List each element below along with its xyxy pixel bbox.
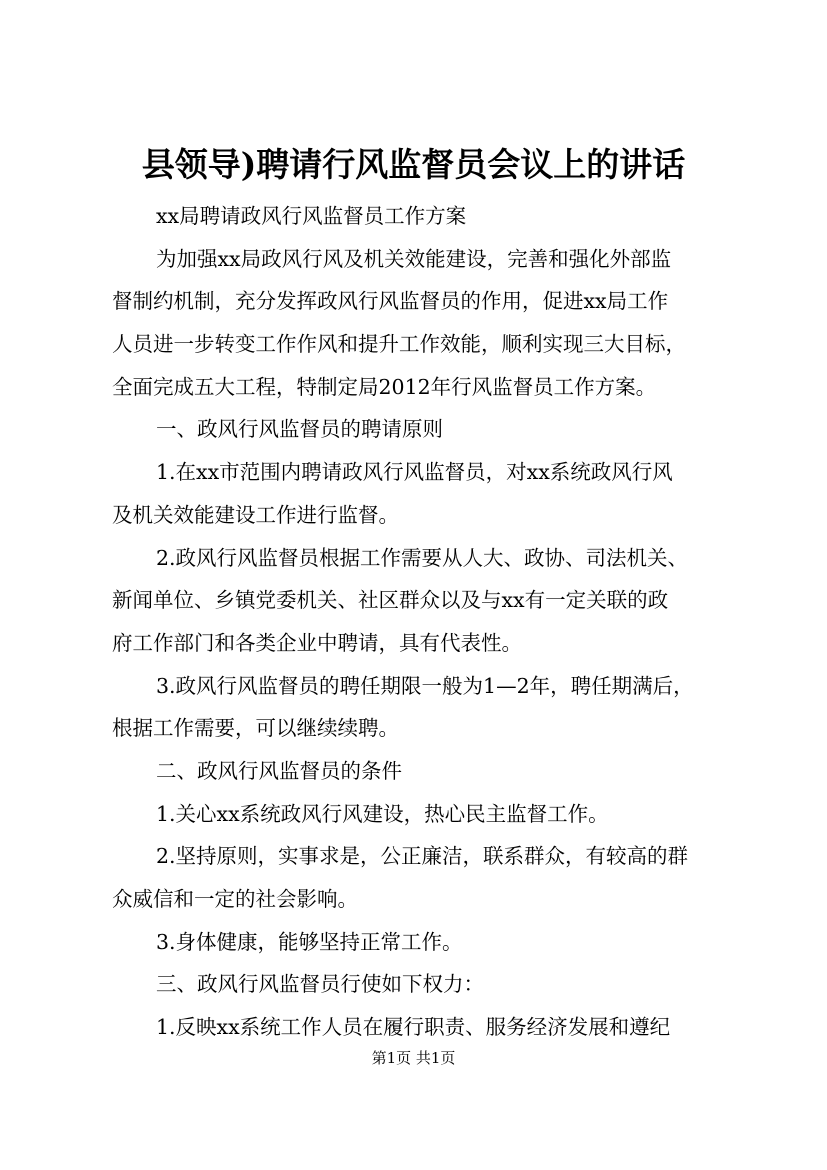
section-heading: 二、政风行风监督员的条件 [156,758,402,783]
body-line: 众威信和一定的社会影响。 [112,887,358,911]
body-line: 1.在xx市范围内聘请政风行风监督员，对xx系统政风行风 [156,460,673,485]
body-line: 督制约机制，充分发挥政风行风监督员的作用，促进xx局工作 [112,289,669,314]
body-line: 3.身体健康，能够坚持正常工作。 [156,929,463,954]
document-title: 县领导)聘请行风监督员会议上的讲话 [141,145,686,184]
body-line: 3.政风行风监督员的聘任期限一般为1—2年，聘任期满后， [156,673,694,698]
section-heading: 一、政风行风监督员的聘请原则 [156,417,443,442]
document-body [112,195,737,1049]
body-line: 全面完成五大工程，特制定局2012年行风监督员工作方案。 [112,374,657,399]
body-line: xx局聘请政风行风监督员工作方案 [156,204,467,228]
body-line: 1.反映xx系统工作人员在履行职责、服务经济发展和遵纪 [156,1015,671,1040]
body-line: 新闻单位、乡镇党委机关、社区群众以及与xx有一定关联的政 [112,588,669,613]
body-line: 人员进一步转变工作作风和提升工作效能，顺利实现三大目标， [112,332,686,357]
body-line: 为加强xx局政风行风及机关效能建设，完善和强化外部监 [156,246,672,271]
section-heading: 三、政风行风监督员行使如下权力： [156,972,484,997]
body-line: 2.政风行风监督员根据工作需要从人大、政协、司法机关、 [156,545,689,570]
body-line: 府工作部门和各类企业中聘请，具有代表性。 [112,630,522,655]
body-line: 及机关效能建设工作进行监督。 [112,502,399,527]
body-line: 1.关心xx系统政风行风建设，热心民主监督工作。 [156,801,609,826]
page-number-footer: 第1页 共1页 [371,1049,456,1067]
body-line: 2.坚持原则，实事求是，公正廉洁，联系群众，有较高的群 [156,844,689,869]
body-line: 根据工作需要，可以继续续聘。 [112,716,399,741]
